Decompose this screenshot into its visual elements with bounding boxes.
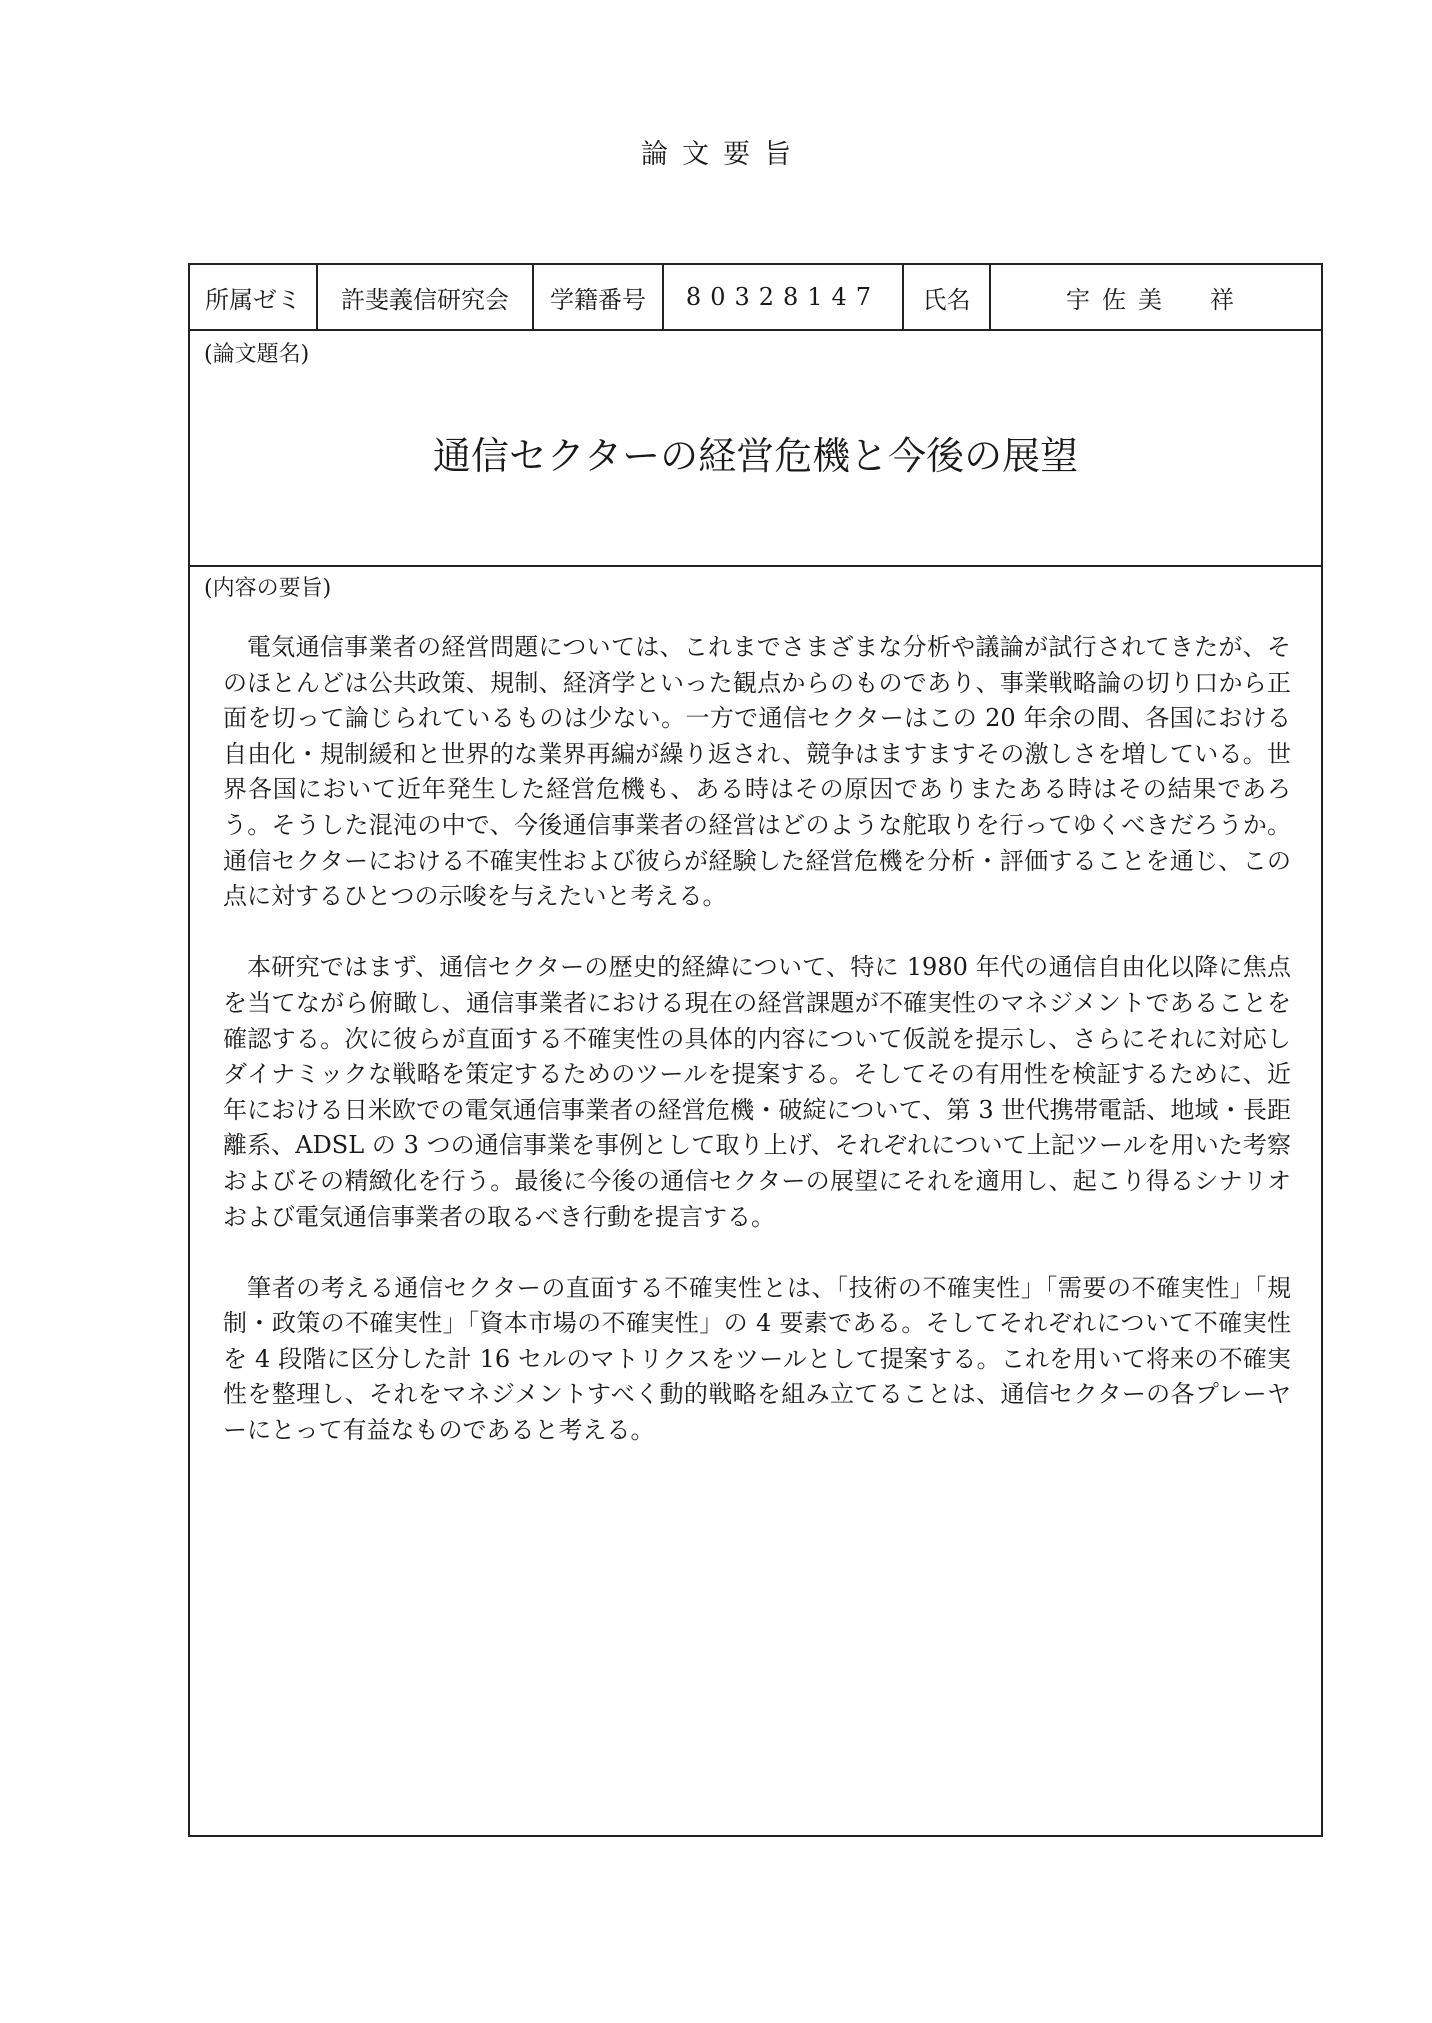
- summary-label: (内容の要旨): [204, 576, 332, 601]
- name-label: 氏名: [904, 265, 991, 329]
- summary-body: [223, 630, 1291, 1484]
- student-id-label: 学籍番号: [534, 265, 664, 329]
- thesis-title: 通信セクターの経営危機と今後の展望: [432, 434, 1079, 478]
- summary-paragraph: 筆者の考える通信セクターの直面する不確実性とは、「技術の不確実性」「需要の不確実性」「規制・政策の不確実性」「資本市場の不確実性」の 4 要素である。そしてそれぞれについて不確実性を 4 段階に区分した計 16 セルのマトリクスをツールとして提案する。これを用いて将来の不確実性を整理し、それをマネジメントすべく動的戦略を組み立てることは、通信セクターの各プレーヤーにとって有益なものであると考える。: [223, 1273, 1291, 1445]
- summary-paragraph: 電気通信事業者の経営問題については、これまでさまざまな分析や議論が試行されてきたが、そのほとんどは公共政策、規制、経済学といった観点からのものであり、事業戦略論の切り口から正面を切って論じられているものは少ない。一方で通信セクターはこの 20 年余の間、各国における自由化・規制緩和と世界的な業界再編が繰り返され、競争はますますその激しさを増している。世界各国において近年発生した経営危機も、ある時はその原因でありまたある時はその結果であろう。そうした混沌の中で、今後通信事業者の経営はどのような舵取りを行ってゆくべきだろうか。通信セクターにおける不確実性および彼らが経験した経営危機を分析・評価することを通じ、この点に対するひとつの示唆を与えたいと考える。: [223, 633, 1291, 911]
- page-title: 論文要旨: [641, 139, 805, 170]
- student-id-value: 80328147: [664, 265, 904, 329]
- section-divider: [190, 565, 1321, 567]
- seminar-label: 所属ゼミ: [190, 265, 318, 329]
- header-row: [190, 265, 1321, 331]
- summary-paragraph: 本研究ではまず、通信セクターの歴史的経緯について、特に 1980 年代の通信自由化以降に焦点を当てながら俯瞰し、通信事業者における現在の経営課題が不確実性のマネジメントであることを確認する。次に彼らが直面する不確実性の具体的内容について仮説を提示し、さらにそれに対応しダイナミックな戦略を策定するためのツールを提案する。そしてその有用性を検証するために、近年における日米欧での電気通信事業者の経営危機・破綻について、第 3 世代携帯電話、地域・長距離系、ADSL の 3 つの通信事業を事例として取り上げ、それぞれについて上記ツールを用いた考察およびその精緻化を行う。最後に今後の通信セクターの展望にそれを適用し、起こり得るシナリオおよび電気通信事業者の取るべき行動を提言する。: [223, 953, 1291, 1231]
- name-value: 宇佐美 祥: [1066, 285, 1246, 314]
- abstract-form: [188, 263, 1323, 1837]
- thesis-title-label: (論文題名): [204, 342, 310, 367]
- seminar-value: 許斐義信研究会: [318, 265, 534, 329]
